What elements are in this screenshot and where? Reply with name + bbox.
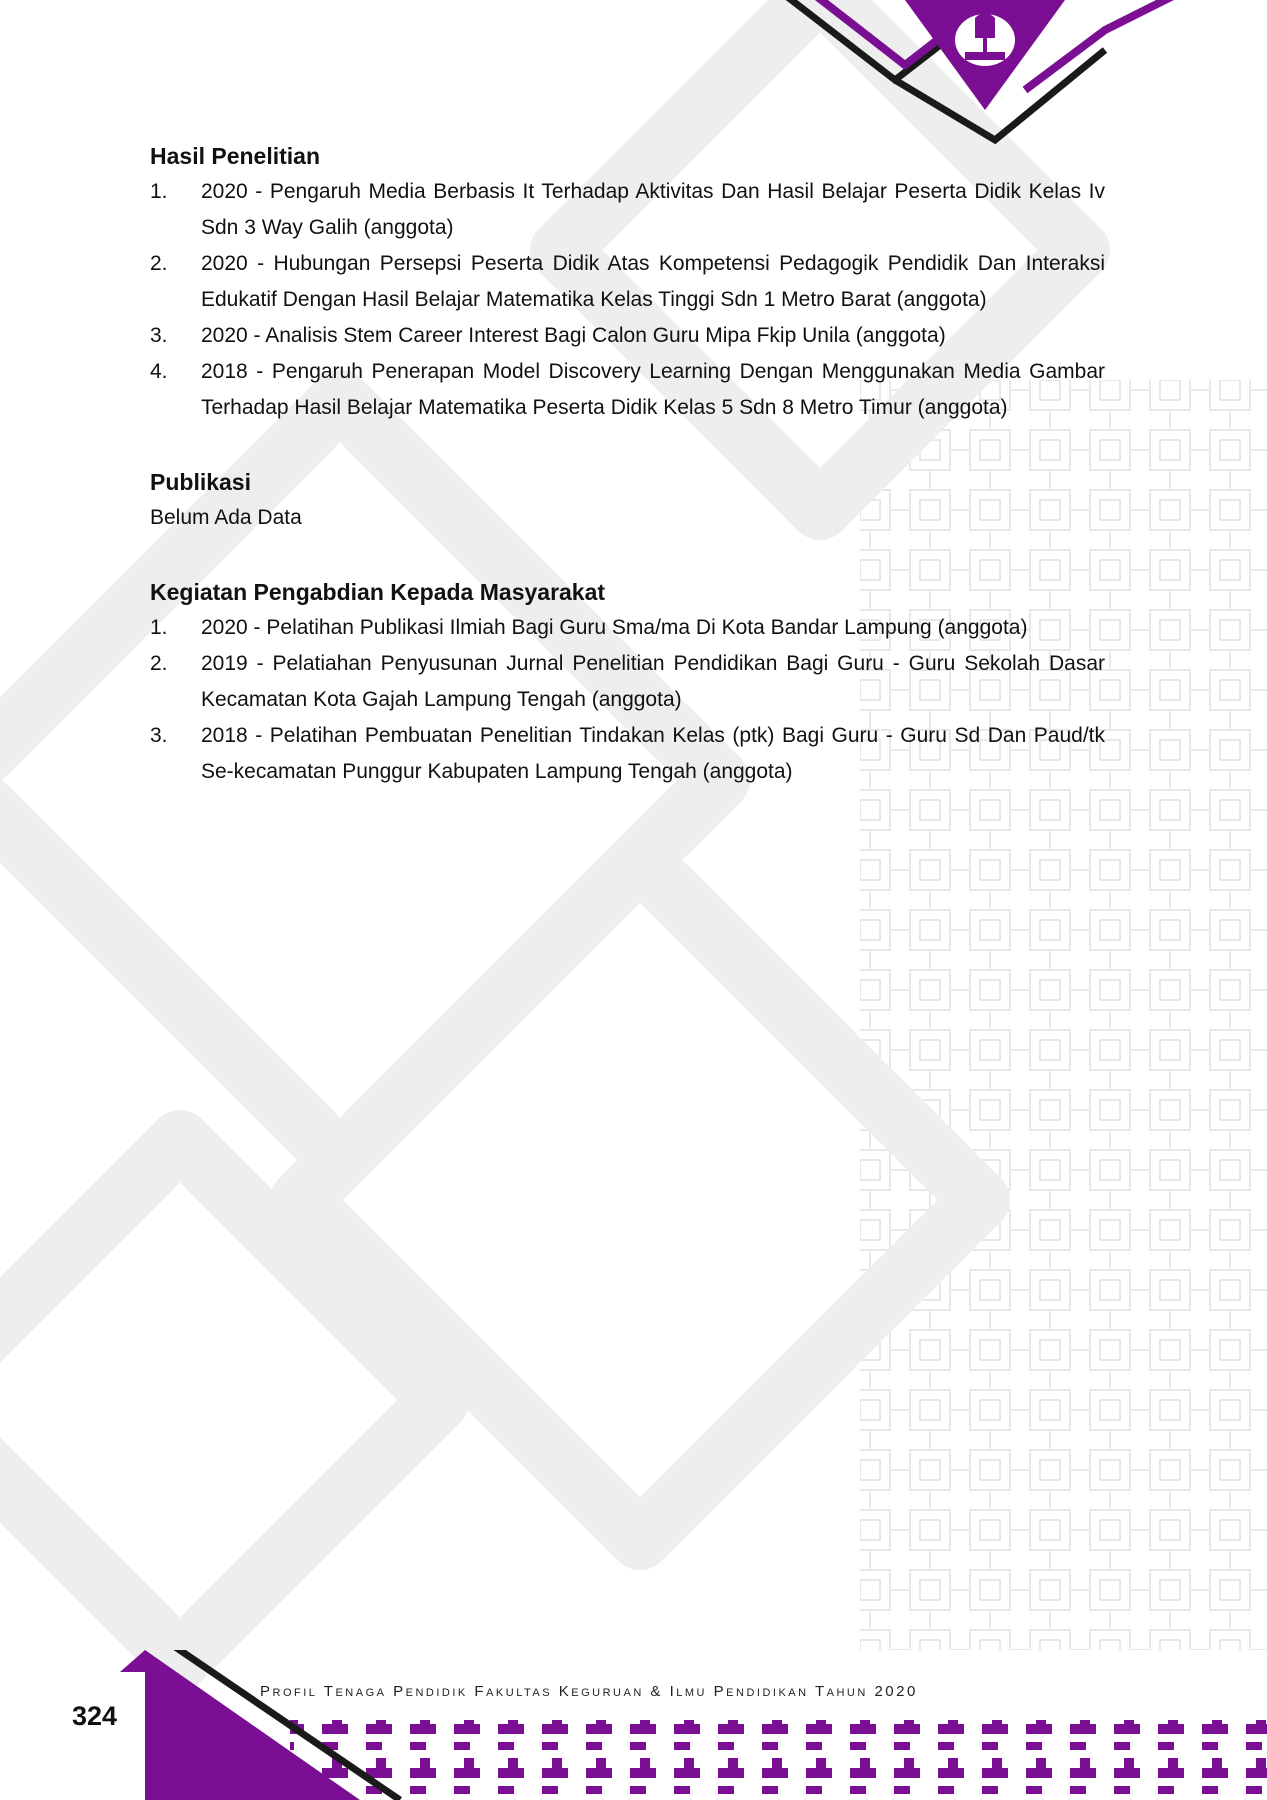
- list-item: [150, 354, 1105, 426]
- section-hasil-penelitian: [150, 140, 1105, 426]
- section-title: Publikasi: [150, 469, 251, 495]
- item-number: 2.: [150, 652, 168, 675]
- list-item: [150, 174, 1105, 246]
- item-text: 2020 - Analisis Stem Career Interest Bagi Calon Guru Mipa Fkip Unila (anggota): [201, 324, 946, 347]
- item-number: 4.: [150, 360, 168, 383]
- item-number: 2.: [150, 252, 168, 275]
- section-pengabdian: [150, 576, 1105, 790]
- item-text: 2019 - Pelatiahan Penyusunan Jurnal Penelitian Pendidikan Bagi Guru - Guru Sekolah Dasar Kecamatan Kota Gajah Lampung Tengah (anggota): [201, 652, 1105, 711]
- section-title: Kegiatan Pengabdian Kepada Masyarakat: [150, 579, 606, 605]
- footer-ornament: [0, 1650, 1267, 1800]
- item-text: 2020 - Pengaruh Media Berbasis It Terhadap Aktivitas Dan Hasil Belajar Peserta Didik Kelas Iv Sdn 3 Way Galih (anggota): [201, 180, 1105, 239]
- header-ornament: [775, 0, 1267, 150]
- item-number: 3.: [150, 724, 168, 747]
- list-item: [150, 318, 1105, 354]
- list-item: [150, 610, 1105, 646]
- document-body: [150, 140, 1105, 830]
- section-publikasi: [150, 466, 1105, 536]
- item-number: 1.: [150, 180, 168, 203]
- item-number: 1.: [150, 616, 168, 639]
- research-list: [150, 174, 1105, 426]
- list-item: [150, 646, 1105, 718]
- list-item: [150, 246, 1105, 318]
- item-text: 2020 - Hubungan Persepsi Peserta Didik Atas Kompetensi Pedagogik Pendidik Dan Interaksi Edukatif Dengan Hasil Belajar Matematika Kelas Tinggi Sdn 1 Metro Barat (anggota): [201, 252, 1105, 311]
- page-number: 324: [72, 1701, 118, 1731]
- community-service-list: [150, 610, 1105, 790]
- section-title: Hasil Penelitian: [150, 143, 321, 169]
- item-text: 2018 - Pengaruh Penerapan Model Discovery Learning Dengan Menggunakan Media Gambar Terhadap Hasil Belajar Matematika Peserta Didik Kelas 5 Sdn 8 Metro Timur (anggota): [201, 360, 1105, 419]
- publication-text: Belum Ada Data: [150, 506, 302, 529]
- footer-title: Profil Tenaga Pendidik Fakultas Keguruan & Ilmu Pendidikan Tahun 2020: [260, 1683, 918, 1700]
- item-text: 2018 - Pelatihan Pembuatan Penelitian Tindakan Kelas (ptk) Bagi Guru - Guru Sd Dan Paud/tk Se-kecamatan Punggur Kabupaten Lampung Tengah (anggota): [201, 724, 1105, 783]
- list-item: [150, 718, 1105, 790]
- item-number: 3.: [150, 324, 168, 347]
- item-text: 2020 - Pelatihan Publikasi Ilmiah Bagi Guru Sma/ma Di Kota Bandar Lampung (anggota): [201, 616, 1028, 639]
